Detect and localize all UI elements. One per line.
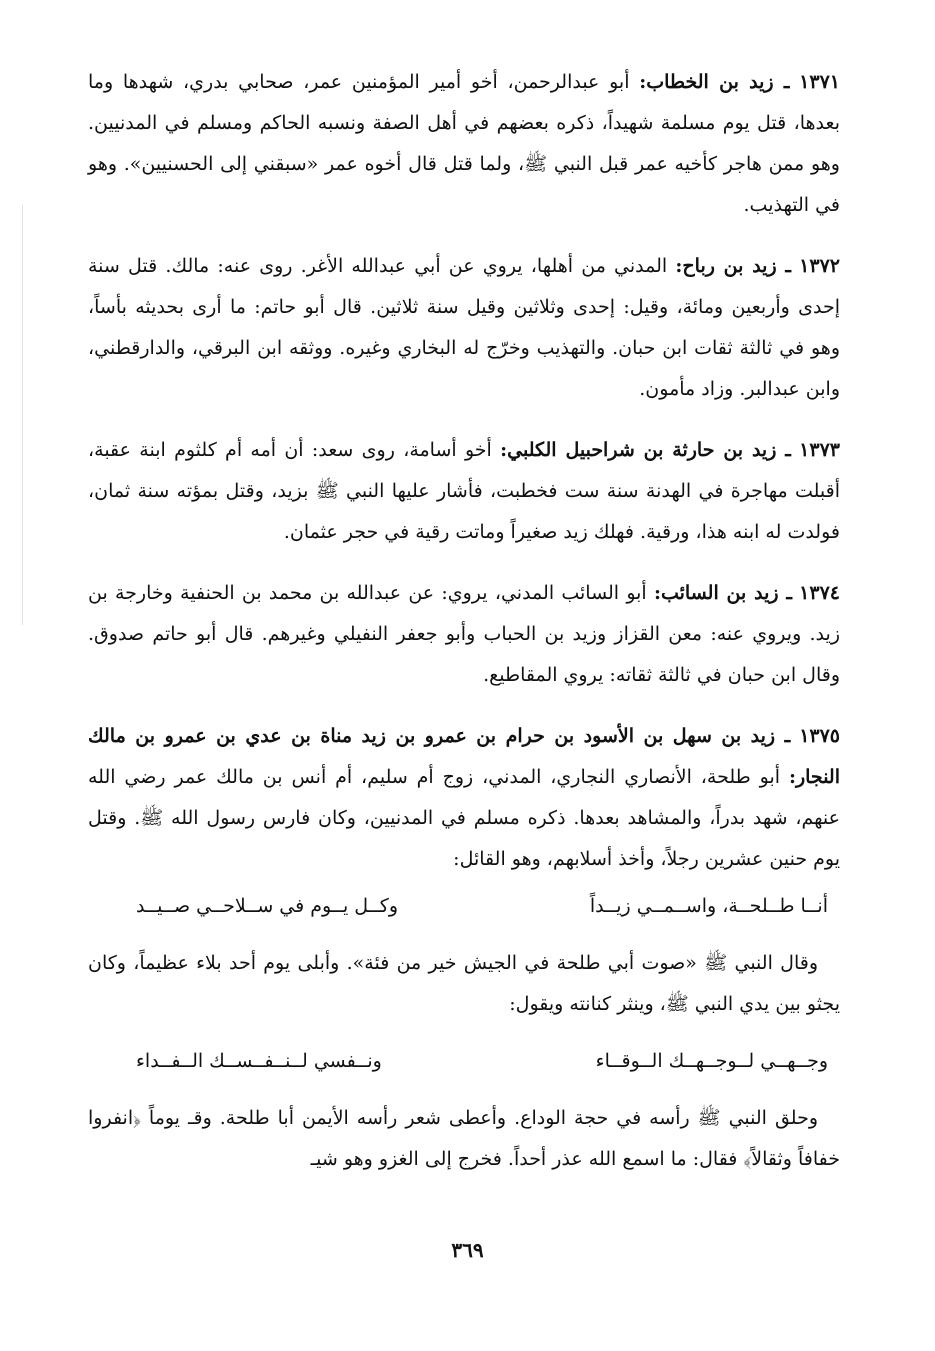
paragraph-uhud: وقال النبي ﷺ «صوت أبي طلحة في الجيش خير من فئة». وأبلى يوم أحد بلاء عظيماً، وكان يجثو بين يدي النبي ﷺ، وينثر كنانته ويقول: <box>88 952 840 1015</box>
entry-1375 <box>88 716 840 880</box>
scan-edge-line <box>22 205 23 625</box>
verse-wajhi <box>88 1041 840 1082</box>
entry-number: ١٣٧٤ <box>799 582 840 604</box>
entry-name: ـ زيد بن سهل بن الأسود بن حرام بن عمرو بن زيد مناة بن عدي بن عمرو بن مالك النجار: <box>88 725 840 788</box>
entry-name: ـ زيد بن السائب: <box>653 582 792 604</box>
verse-first-hemistich: أنــا طــلحــة، واســمــي زيــداً <box>589 895 828 917</box>
entry-number: ١٣٧١ <box>799 71 840 93</box>
verse-second-hemistich: ونــفسي لــنــفــســك الــفــداء <box>136 1050 382 1072</box>
entry-1373 <box>88 430 840 553</box>
page-number: ٣٦٩ <box>451 1238 484 1262</box>
entry-number: ١٣٧٢ <box>799 255 840 277</box>
entry-number: ١٣٧٥ <box>799 725 841 747</box>
page-body <box>88 62 840 1180</box>
entry-number: ١٣٧٣ <box>799 439 840 461</box>
paragraph-farewell-hajj: وحلق النبي ﷺ رأسه في حجة الوداع. وأعطى شعر رأسه الأيمن أبا طلحة. وقـ يوماً ﴿انفروا خفافاً وثقالاً﴾ فقال: ما اسمع الله عذر أحداً. فخرج إلى الغزو وهو شيـ <box>88 1107 840 1170</box>
entry-text: أبو طلحة، الأنصاري النجاري، المدني، زوج أم سليم، أم أنس بن مالك عمر رضي الله عنهم، شهد بدراً، والمشاهد بعدها. ذكره مسلم في المدنيين، وكان فارس رسول الله ﷺ. وقتل يوم حنين عشرين رجلاً، وأخذ أسلابهم، وهو القائل: <box>88 766 840 870</box>
entry-1371 <box>88 62 840 226</box>
entry-text: أخو أسامة، روى سعد: أن أمه أم كلثوم ابنة عقبة، أقبلت مهاجرة في الهدنة سنة ست فخطبت، فأشار عليها النبي ﷺ بزيد، وقتل بمؤته سنة ثمان، فولدت له ابنه هذا، ورقية. فهلك زيد صغيراً وماتت رقية في حجر عثمان. <box>88 439 840 543</box>
entry-text: أبو السائب المدني، يروي: عن عبدالله بن محمد بن الحنفية وخارجة بن زيد. ويروي عنه: معن القزاز وزيد بن الحباب وأبو جعفر النفيلي وغيرهم. قال أبو حاتم صدوق. وقال ابن حبان في ثالثة ثقاته: يروي المقاطيع. <box>88 582 840 686</box>
entry-text: المدني من أهلها، يروي عن أبي عبدالله الأغر. روى عنه: مالك. قتل سنة إحدى وأربعين ومائة، وقيل: إحدى وثلاثين وقيل سنة ثلاثين. قال أبو حاتم: ما أرى بحديثه بأساً، وهو في ثالثة ثقات ابن حبان. والتهذيب وخرّج له البخاري وغيره. ووثقه ابن البرقي، والدارقطني، وابن عبدالبر. وزاد مأمون. <box>88 255 840 400</box>
entry-name: ـ زيد بن حارثة بن شراحبيل الكلبي: <box>500 439 791 461</box>
verse-first-hemistich: وجــهــي لــوجــهــك الــوقــاء <box>595 1050 828 1072</box>
verse-second-hemistich: وكــل يــوم في ســلاحــي صــيــد <box>136 895 399 917</box>
verse-abu-talha <box>88 886 840 927</box>
entry-text: أبو عبدالرحمن، أخو أمير المؤمنين عمر، صحابي بدري، شهدها وما بعدها، قتل يوم مسلمة شهيداً، ذكره بعضهم في أهل الصفة ونسبه الحاكم ومسلم في المدنيين. وهو ممن هاجر كأخيه عمر قبل النبي ﷺ، ولما قتل قال أخوه عمر «سبقني إلى الحسنيين». وهو في التهذيب. <box>88 71 840 216</box>
entry-name: ـ زيد بن رباح: <box>675 255 791 277</box>
entry-name: ـ زيد بن الخطاب: <box>639 71 790 93</box>
entry-1374 <box>88 573 840 696</box>
entry-1372 <box>88 246 840 410</box>
